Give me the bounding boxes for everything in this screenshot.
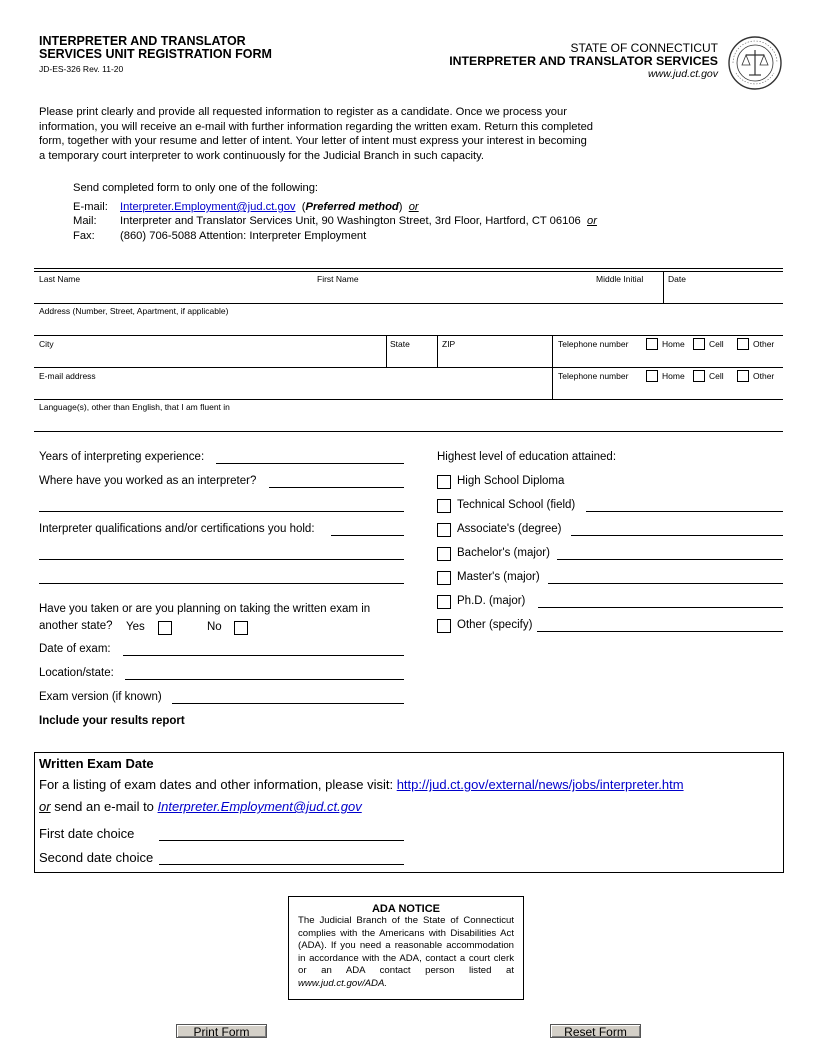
last-name-label: Last Name [39, 274, 81, 284]
first-choice-label: First date choice [39, 826, 135, 841]
form-number: JD-ES-326 Rev. 11-20 [39, 64, 124, 74]
send-email-label: E-mail: [73, 201, 108, 213]
version-label: Exam version (if known) [39, 691, 162, 703]
exam-box-send-email: send an e-mail to [54, 799, 154, 814]
send-email-open: ( [301, 201, 306, 213]
exam-date-field[interactable] [123, 655, 404, 656]
edu-field-other[interactable] [537, 631, 783, 632]
edu-field-associate[interactable] [571, 535, 783, 536]
exam-box-listing: For a listing of exam dates and other information, please visit: [39, 777, 394, 792]
quals-field-3[interactable] [39, 583, 404, 584]
years-field[interactable] [216, 463, 404, 464]
edu-label-other: Other (specify) [457, 619, 533, 631]
middle-initial-field[interactable] [593, 285, 661, 303]
worked-field[interactable] [269, 487, 404, 488]
other2-label: Other [753, 371, 775, 381]
or-text: or [39, 799, 51, 814]
no-label: No [207, 621, 222, 633]
home-checkbox[interactable] [646, 338, 658, 350]
home2-checkbox[interactable] [646, 370, 658, 382]
ada-site: www.jud.ct.gov/ADA. [298, 977, 388, 989]
telephone-field[interactable] [554, 352, 782, 367]
worked-field-2[interactable] [39, 511, 404, 512]
first-name-field[interactable] [313, 285, 591, 303]
send-mail-row [120, 214, 597, 229]
worked-label: Where have you worked as an interpreter? [39, 475, 257, 487]
edu-checkbox-high-school[interactable] [437, 475, 451, 489]
exam-question-line2: another state? [39, 620, 113, 632]
quals-label: Interpreter qualifications and/or certifications you hold: [39, 523, 315, 535]
edu-label-high-school: High School Diploma [457, 475, 565, 487]
address-field[interactable] [35, 317, 782, 335]
ada-text: The Judicial Branch of the State of Connecticut complies with the Americans with Disabilities Act (ADA). If you need a reasonable accommodation in accordance with the ADA, contact a court clerk or an ADA contact person listed at [298, 915, 514, 977]
cell-label: Cell [709, 339, 724, 349]
form-title-line2: SERVICES UNIT REGISTRATION FORM [39, 47, 272, 61]
intro-line: information, you will receive an e-mail with further information regarding the written exam. Return this completed [39, 120, 594, 133]
second-choice-field[interactable] [159, 864, 404, 865]
edu-label-bachelor: Bachelor's (major) [457, 547, 550, 559]
telephone2-field[interactable] [554, 384, 782, 399]
last-name-field[interactable] [35, 285, 311, 303]
send-fax-label: Fax: [73, 230, 95, 242]
email-label: E-mail address [39, 371, 96, 381]
home2-label: Home [662, 371, 685, 381]
first-choice-field[interactable] [159, 840, 404, 841]
mail-address: Interpreter and Translator Services Unit, 90 Washington Street, 3rd Floor, Hartford, CT 06106 [120, 215, 581, 227]
city-field[interactable] [35, 350, 384, 367]
second-choice-label: Second date choice [39, 850, 154, 865]
send-email-row [120, 200, 419, 215]
edu-checkbox-associate[interactable] [437, 523, 451, 537]
send-heading: Send completed form to only one of the following: [73, 182, 319, 194]
middle-initial-label: Middle Initial [596, 274, 644, 284]
cell2-checkbox[interactable] [693, 370, 705, 382]
state-field[interactable] [388, 350, 435, 367]
preferred-method: Preferred method [305, 201, 399, 213]
date-field[interactable] [665, 285, 782, 303]
website: www.jud.ct.gov [647, 68, 718, 80]
intro-line: a temporary court interpreter to work continuously for the Judicial Branch in such capacity. [39, 149, 485, 162]
form-title [39, 35, 272, 61]
cell2-label: Cell [709, 371, 724, 381]
edu-field-technical[interactable] [586, 511, 783, 512]
years-label: Years of interpreting experience: [39, 451, 205, 463]
fax-value: (860) 706-5088 Attention: Interpreter Employment [120, 230, 367, 242]
form-title-line1: INTERPRETER AND TRANSLATOR [39, 34, 246, 48]
quals-field[interactable] [331, 535, 404, 536]
results-note: Include your results report [39, 715, 185, 727]
edu-field-bachelor[interactable] [557, 559, 783, 560]
state-name: STATE OF CONNECTICUT [570, 41, 718, 55]
quals-field-2[interactable] [39, 559, 404, 560]
print-form-button[interactable]: Print Form [176, 1024, 267, 1038]
edu-field-master[interactable] [548, 583, 783, 584]
other2-checkbox[interactable] [737, 370, 749, 382]
location-label: Location/state: [39, 667, 114, 679]
languages-label: Language(s), other than English, that I am fluent in [39, 402, 230, 412]
edu-label-master: Master's (major) [457, 571, 540, 583]
version-field[interactable] [172, 703, 404, 704]
edu-label-technical: Technical School (field) [457, 499, 576, 511]
ada-text-block [298, 915, 514, 991]
education-heading: Highest level of education attained: [437, 451, 617, 463]
address-label: Address (Number, Street, Apartment, if applicable) [39, 306, 229, 316]
ada-title: ADA NOTICE [371, 903, 441, 915]
exam-box-listing-row [39, 777, 684, 792]
other-checkbox[interactable] [737, 338, 749, 350]
telephone-label: Telephone number [558, 339, 629, 349]
exam-box-email-row [39, 799, 362, 814]
edu-checkbox-bachelor[interactable] [437, 547, 451, 561]
edu-field-phd[interactable] [538, 607, 783, 608]
or-text: or [408, 201, 419, 213]
exam-box-title: Written Exam Date [39, 756, 154, 771]
cell-checkbox[interactable] [693, 338, 705, 350]
edu-label-phd: Ph.D. (major) [457, 595, 526, 607]
email-field[interactable] [35, 382, 550, 399]
send-email-link[interactable]: Interpreter.Employment@jud.ct.gov [120, 201, 296, 213]
exam-info-link[interactable]: http://jud.ct.gov/external/news/jobs/interpreter.htm [396, 777, 684, 792]
edu-checkbox-technical[interactable] [437, 499, 451, 513]
zip-field[interactable] [439, 350, 550, 367]
telephone2-label: Telephone number [558, 371, 629, 381]
edu-label-associate: Associate's (degree) [457, 523, 562, 535]
unit-name: INTERPRETER AND TRANSLATOR SERVICES [449, 54, 718, 68]
send-email-close: ) [398, 201, 403, 213]
state-seal [727, 35, 783, 91]
or-text: or [587, 215, 597, 227]
send-mail-label: Mail: [73, 215, 97, 227]
first-name-label: First Name [317, 274, 359, 284]
intro-text [39, 105, 639, 163]
ada-notice [288, 896, 524, 1000]
reset-form-button[interactable]: Reset Form [550, 1024, 641, 1038]
location-field[interactable] [125, 679, 404, 680]
other-label: Other [753, 339, 775, 349]
languages-field[interactable] [35, 413, 782, 431]
exam-date-label: Date of exam: [39, 643, 111, 655]
state-label: State [390, 339, 410, 349]
zip-label: ZIP [442, 339, 456, 349]
intro-line: form, together with your resume and letter of intent. Your letter of intent must express your interest in becoming [39, 135, 587, 148]
exam-email-link[interactable]: Interpreter.Employment@jud.ct.gov [157, 799, 362, 814]
edu-checkbox-phd[interactable] [437, 595, 451, 609]
date-label: Date [668, 274, 686, 284]
edu-checkbox-other[interactable] [437, 619, 451, 633]
edu-checkbox-master[interactable] [437, 571, 451, 585]
city-label: City [39, 339, 54, 349]
yes-checkbox[interactable] [158, 621, 172, 635]
exam-question-line1: Have you taken or are you planning on taking the written exam in [39, 603, 371, 615]
yes-label: Yes [126, 621, 145, 633]
home-label: Home [662, 339, 685, 349]
no-checkbox[interactable] [234, 621, 248, 635]
intro-line: Please print clearly and provide all requested information to register as a candidate. Once we process your [39, 106, 567, 118]
